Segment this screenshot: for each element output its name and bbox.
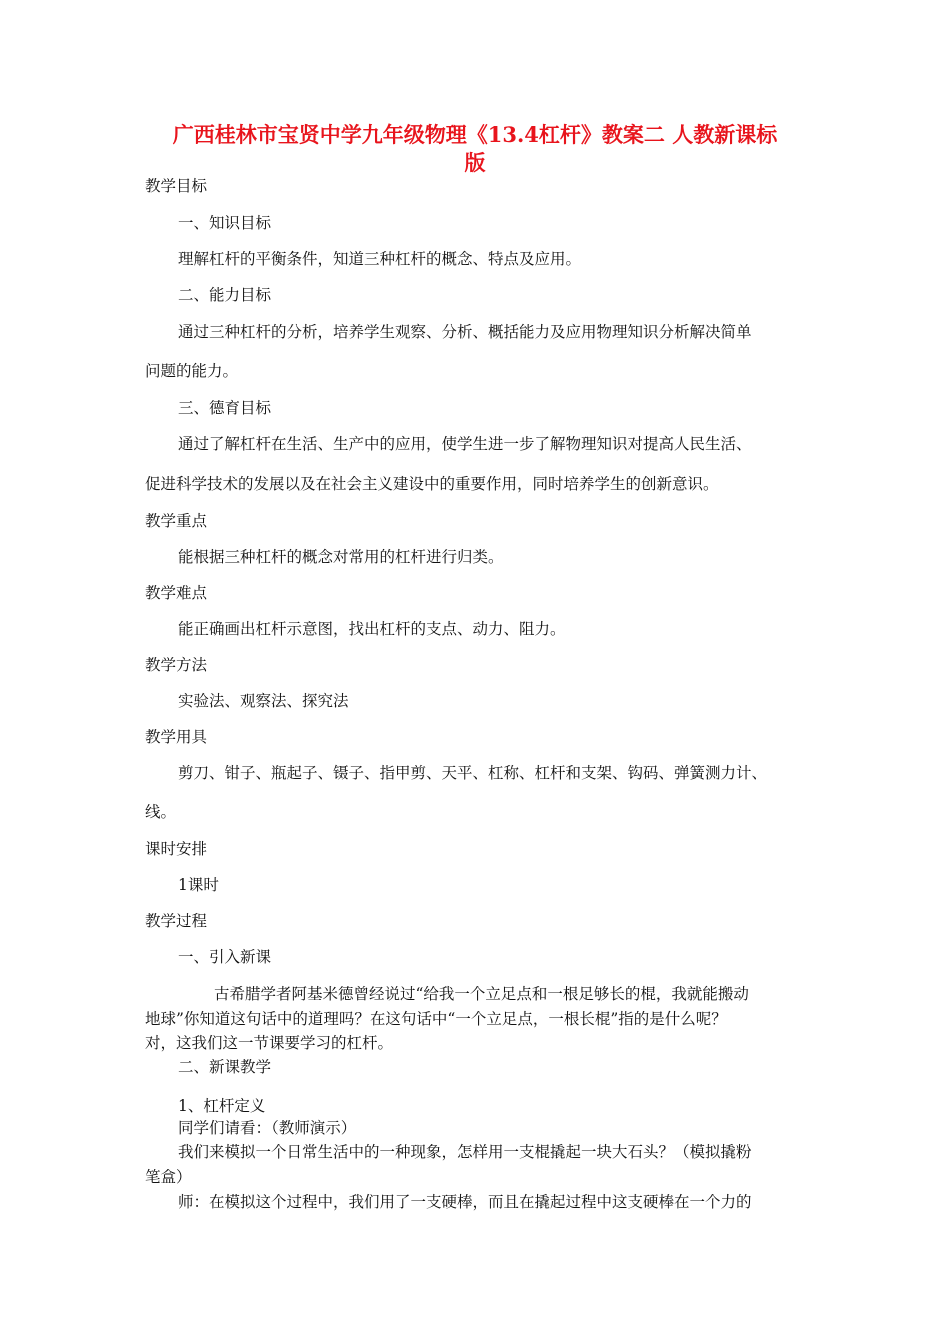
paragraph-methods: 实验法、观察法、探究法 bbox=[178, 692, 349, 710]
heading-key-points: 教学重点 bbox=[145, 512, 208, 530]
subheading-intro: 一、引入新课 bbox=[178, 948, 272, 966]
heading-methods: 教学方法 bbox=[145, 656, 208, 674]
document-title bbox=[140, 121, 810, 177]
paragraph-tools-line-2: 线。 bbox=[145, 803, 177, 821]
heading-schedule: 课时安排 bbox=[145, 840, 208, 858]
paragraph-difficulties: 能正确画出杠杆示意图，找出杠杆的支点、动力、阻力。 bbox=[178, 620, 566, 638]
paragraph-moral-line-2: 促进科学技术的发展以及在社会主义建设中的重要作用，同时培养学生的创新意识。 bbox=[145, 475, 719, 493]
subheading-new-lesson: 二、新课教学 bbox=[178, 1058, 272, 1076]
paragraph-ability-line-1: 通过三种杠杆的分析，培养学生观察、分析、概括能力及应用物理知识分析解决简单 bbox=[178, 323, 752, 341]
paragraph-moral-line-1: 通过了解杠杆在生活、生产中的应用，使学生进一步了解物理知识对提高人民生活、 bbox=[178, 435, 752, 453]
paragraph-intro-line-2: 地球”你知道这句话中的道理吗？在这句话中“一个立足点，一根长棍”指的是什么呢？ bbox=[145, 1010, 727, 1028]
heading-teaching-goals: 教学目标 bbox=[145, 177, 208, 195]
paragraph-key-points: 能根据三种杠杆的概念对常用的杠杆进行归类。 bbox=[178, 548, 504, 566]
paragraph-ability-line-2: 问题的能力。 bbox=[145, 362, 239, 380]
heading-process: 教学过程 bbox=[145, 912, 208, 930]
paragraph-definition-line-4: 师：在模拟这个过程中，我们用了一支硬棒，而且在撬起过程中这支硬棒在一个力的 bbox=[178, 1193, 752, 1211]
paragraph-definition-line-3: 笔盒） bbox=[145, 1168, 192, 1186]
paragraph-definition-line-2: 我们来模拟一个日常生活中的一种现象，怎样用一支棍撬起一块大石头？（模拟撬粉 bbox=[178, 1143, 752, 1161]
subheading-knowledge-goals: 一、知识目标 bbox=[178, 214, 272, 232]
subheading-ability-goals: 二、能力目标 bbox=[178, 286, 272, 304]
heading-tools: 教学用具 bbox=[145, 728, 208, 746]
paragraph-definition-line-1: 同学们请看：（教师演示） bbox=[178, 1119, 357, 1137]
heading-difficulties: 教学难点 bbox=[145, 584, 208, 602]
title-line-2: 版 bbox=[464, 150, 486, 175]
title-line-1: 广西桂林市宝贤中学九年级物理《13.4杠杆》教案二 人教新课标 bbox=[172, 122, 778, 147]
subheading-moral-goals: 三、德育目标 bbox=[178, 399, 272, 417]
paragraph-intro-line-3: 对，这我们这一节课要学习的杠杆。 bbox=[145, 1034, 394, 1052]
paragraph-schedule: 1课时 bbox=[178, 876, 219, 894]
paragraph-tools-line-1: 剪刀、钳子、瓶起子、镊子、指甲剪、天平、杠称、杠杆和支架、钩码、弹簧测力计、 bbox=[178, 764, 768, 782]
paragraph-knowledge: 理解杠杆的平衡条件，知道三种杠杆的概念、特点及应用。 bbox=[178, 250, 582, 268]
paragraph-intro-line-1: 古希腊学者阿基米德曾经说过“给我一个立足点和一根足够长的棍，我就能搬动 bbox=[214, 985, 749, 1003]
subheading-lever-definition: 1、杠杆定义 bbox=[178, 1097, 266, 1115]
